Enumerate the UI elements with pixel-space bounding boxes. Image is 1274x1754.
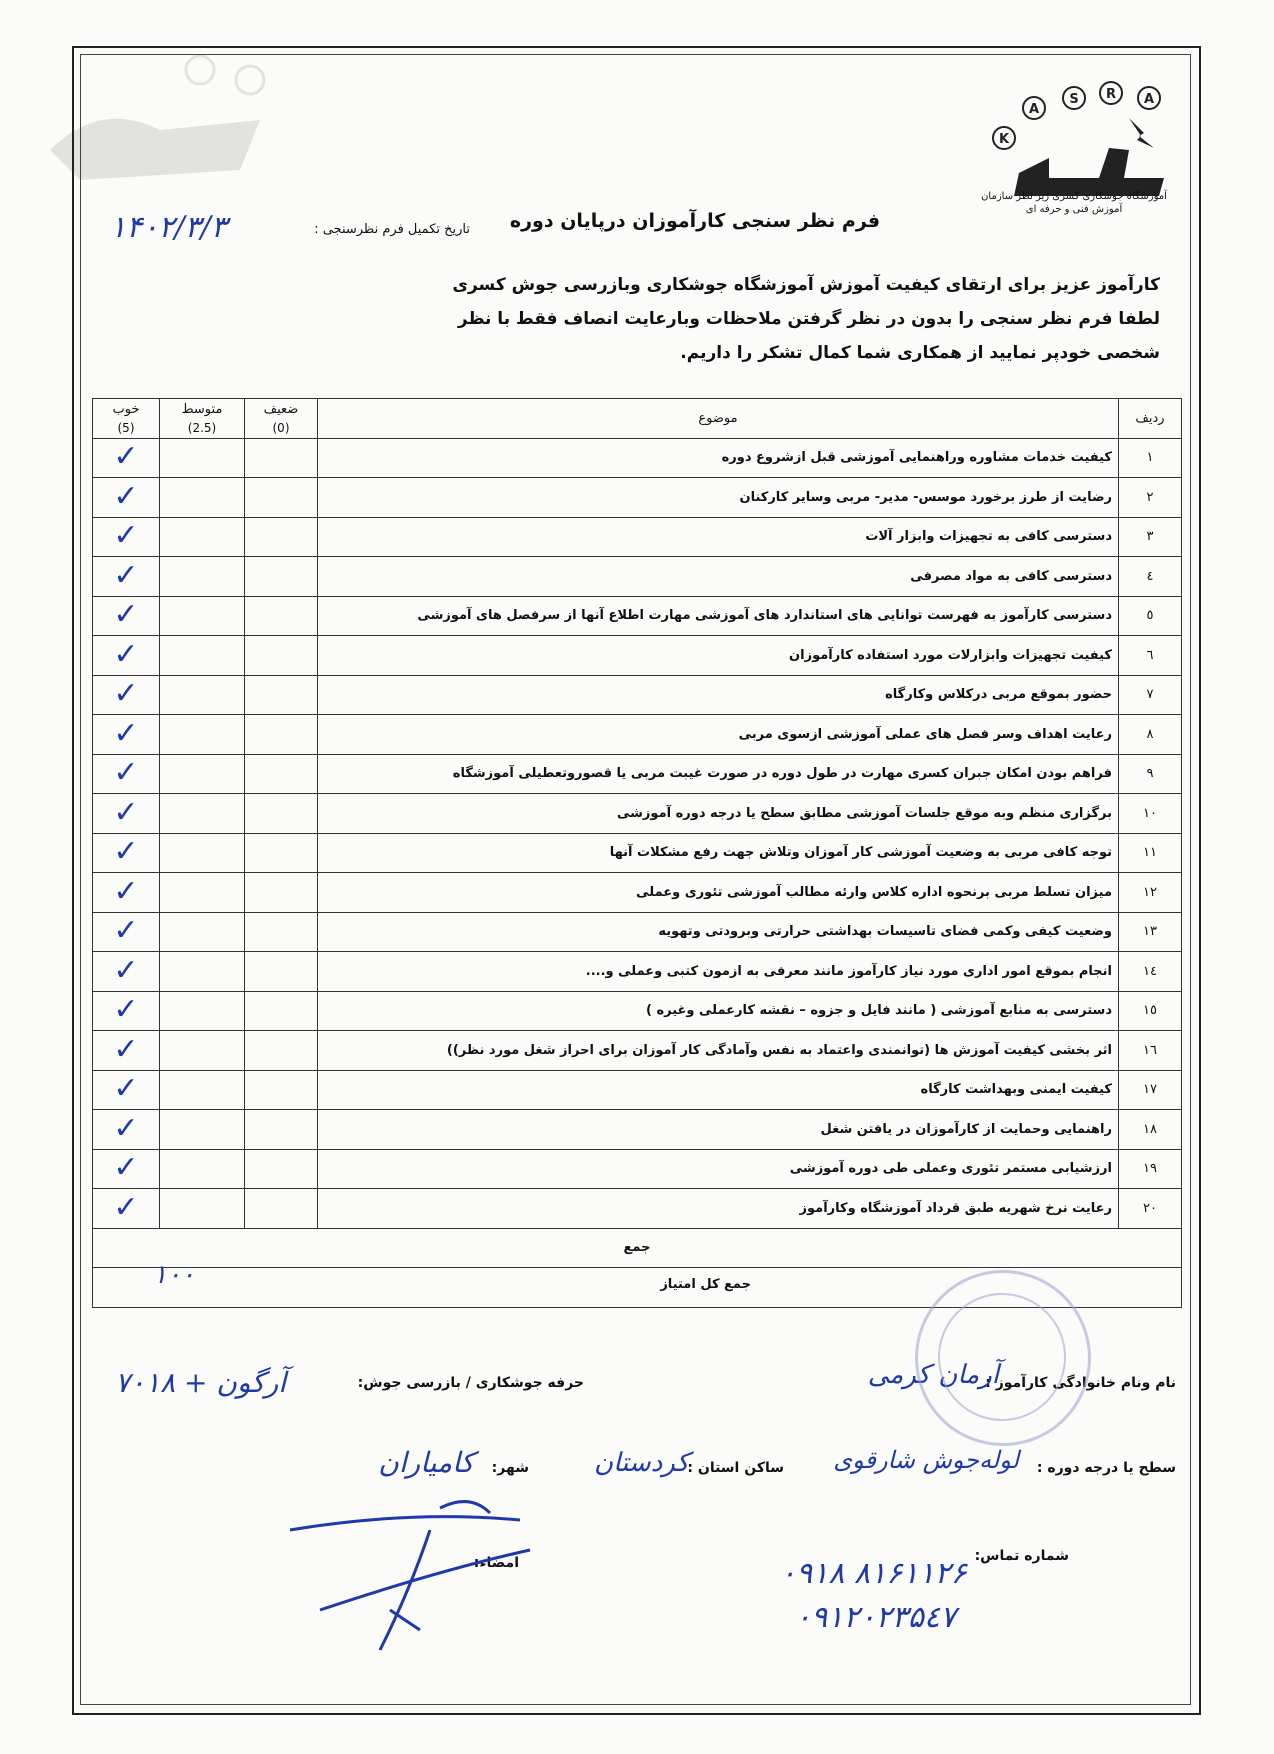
check-mark-icon: ✓ — [113, 557, 139, 593]
header-weak: ضعیف (0) — [245, 399, 318, 439]
mid-cell[interactable] — [160, 636, 245, 676]
row-number: ٥ — [1119, 596, 1182, 636]
date-label: تاریخ تکمیل فرم نظرسنجی : — [314, 222, 470, 237]
table-row — [93, 1189, 1182, 1229]
check-mark-icon: ✓ — [113, 1189, 139, 1225]
phone-value-2: ۰۹۱۲۰۲۳۵٤۷ — [795, 1600, 957, 1635]
weak-cell[interactable] — [245, 833, 318, 873]
header-good: خوب (5) — [93, 399, 160, 439]
form-title: فرم نظر سنجی کارآموزان درپایان دوره — [509, 210, 881, 232]
good-cell[interactable] — [93, 991, 160, 1031]
intro-line: کارآموز عزیز برای ارتقای کیفیت آموزش آموزشگاه جوشکاری وبازرسی جوش کسری — [452, 275, 1160, 295]
check-mark-icon: ✓ — [113, 794, 139, 830]
table-row — [93, 478, 1182, 518]
good-cell[interactable] — [93, 596, 160, 636]
row-subject: رضایت از طرز برخورد موسس- مدیر- مربی وسایر کارکنان — [318, 478, 1119, 518]
row-subject: ارزشیابی مستمر تئوری وعملی طی دوره آموزشی — [318, 1149, 1119, 1189]
badge-r: R — [1105, 87, 1117, 102]
weak-cell[interactable] — [245, 1031, 318, 1071]
good-cell[interactable] — [93, 438, 160, 478]
good-cell[interactable] — [93, 1031, 160, 1071]
row-subject: رعایت نرخ شهریه طبق قرداد آموزشگاه وکارآموز — [318, 1189, 1119, 1229]
row-subject: انجام بموقع امور اداری مورد نیاز کارآموز مانند معرفی به ازمون کتبی وعملی و.... — [318, 952, 1119, 992]
check-mark-icon: ✓ — [113, 518, 139, 554]
header-subject: موضوع — [318, 399, 1119, 439]
weak-cell[interactable] — [245, 912, 318, 952]
signature-label: امضاء: — [473, 1555, 519, 1571]
row-subject: کیفیت خدمات مشاوره وراهنمایی آموزشی قبل ازشروع دوره — [318, 438, 1119, 478]
province-label: ساکن استان : — [687, 1460, 784, 1476]
name-label: نام ونام خانوادگی کارآموز : — [985, 1375, 1176, 1391]
good-cell[interactable] — [93, 1070, 160, 1110]
sum-label: جمع — [93, 1228, 1182, 1268]
date-value: ۱۴۰۲/۳/۳ — [110, 210, 227, 245]
table-row — [93, 557, 1182, 597]
row-number: ۱۲ — [1119, 873, 1182, 913]
row-number: ۱۷ — [1119, 1070, 1182, 1110]
mid-cell[interactable] — [160, 873, 245, 913]
weak-cell[interactable] — [245, 596, 318, 636]
row-subject: راهنمایی وحمایت از کارآموزان در یافتن شغل — [318, 1110, 1119, 1150]
row-number: ۱۸ — [1119, 1110, 1182, 1150]
row-subject: دسترسی کارآموز به فهرست توانایی های استاندارد های آموزشی مهارت اطلاع آنها از سرفصل های آموزشی — [318, 596, 1119, 636]
lightning-icon — [1129, 118, 1154, 148]
check-mark-icon: ✓ — [113, 597, 139, 633]
badge-a2: A — [1143, 92, 1155, 107]
good-cell[interactable] — [93, 794, 160, 834]
good-cell[interactable] — [93, 1110, 160, 1150]
city-label: شهر: — [491, 1460, 529, 1476]
good-cell[interactable] — [93, 715, 160, 755]
badge-s: S — [1069, 92, 1079, 107]
row-number: ۱٦ — [1119, 1031, 1182, 1071]
good-cell[interactable] — [93, 754, 160, 794]
row-subject: میزان تسلط مربی برنحوه اداره کلاس وارئه مطالب آموزشی تئوری وعملی — [318, 873, 1119, 913]
good-cell[interactable] — [93, 833, 160, 873]
check-mark-icon: ✓ — [113, 952, 139, 988]
good-cell[interactable] — [93, 873, 160, 913]
weak-cell[interactable] — [245, 1110, 318, 1150]
mid-cell[interactable] — [160, 557, 245, 597]
good-cell[interactable] — [93, 636, 160, 676]
total-value: ۱۰۰ — [153, 1260, 195, 1290]
mid-cell[interactable] — [160, 794, 245, 834]
weak-cell[interactable] — [245, 1189, 318, 1229]
check-mark-icon: ✓ — [113, 1150, 139, 1186]
row-number: ۱۱ — [1119, 833, 1182, 873]
check-mark-icon: ✓ — [113, 755, 139, 791]
mid-cell[interactable] — [160, 438, 245, 478]
mid-cell[interactable] — [160, 478, 245, 518]
row-number: ۱٥ — [1119, 991, 1182, 1031]
table-row — [93, 438, 1182, 478]
row-number: ۲۰ — [1119, 1189, 1182, 1229]
weak-cell[interactable] — [245, 952, 318, 992]
weak-cell[interactable] — [245, 438, 318, 478]
header-mid: متوسط (2.5) — [160, 399, 245, 439]
phone-label: شماره تماس: — [974, 1548, 1069, 1564]
good-cell[interactable] — [93, 675, 160, 715]
row-number: ۹ — [1119, 754, 1182, 794]
survey-table — [92, 398, 1182, 1308]
mid-cell[interactable] — [160, 991, 245, 1031]
table-row — [93, 833, 1182, 873]
check-mark-icon: ✓ — [113, 1110, 139, 1146]
row-number: ٦ — [1119, 636, 1182, 676]
row-number: ۱۰ — [1119, 794, 1182, 834]
table-row — [93, 912, 1182, 952]
header-row-no: ردیف — [1119, 399, 1182, 439]
check-mark-icon: ✓ — [113, 913, 139, 949]
row-subject: اثر بخشی کیفیت آموزش ها (توانمندی واعتماد به نفس وآمادگی کار آموزان برای احراز شغل مورد نظر)) — [318, 1031, 1119, 1071]
good-cell[interactable] — [93, 557, 160, 597]
mid-cell[interactable] — [160, 1110, 245, 1150]
good-cell[interactable] — [93, 952, 160, 992]
mid-cell[interactable] — [160, 675, 245, 715]
table-row — [93, 596, 1182, 636]
weak-cell[interactable] — [245, 794, 318, 834]
province-value: کردستان — [594, 1448, 689, 1478]
faded-stamp — [915, 1270, 1091, 1446]
mid-cell[interactable] — [160, 596, 245, 636]
phone-value-1: ۰۹۱۸ ۸۱۶۱۱۲۶ — [780, 1556, 967, 1591]
row-subject: رعایت اهداف وسر فصل های عملی آموزشی ازسوی مربی — [318, 715, 1119, 755]
signature — [260, 1490, 560, 1660]
mid-cell[interactable] — [160, 1149, 245, 1189]
logo-caption: آموزشگاه جوشکاری کسری زیر نظر سازمان آموزش فنی و حرفه ای — [981, 191, 1167, 215]
mid-cell[interactable] — [160, 715, 245, 755]
row-number: ۸ — [1119, 715, 1182, 755]
mid-cell[interactable] — [160, 1189, 245, 1229]
row-number: ۷ — [1119, 675, 1182, 715]
check-mark-icon: ✓ — [113, 478, 139, 514]
weak-cell[interactable] — [245, 715, 318, 755]
weak-cell[interactable] — [245, 636, 318, 676]
check-mark-icon: ✓ — [113, 873, 139, 909]
city-value: کامیاران — [378, 1446, 474, 1479]
table-row — [93, 873, 1182, 913]
mid-cell[interactable] — [160, 833, 245, 873]
table-row — [93, 636, 1182, 676]
weak-cell[interactable] — [245, 557, 318, 597]
good-cell[interactable] — [93, 912, 160, 952]
row-subject: وضعیت کیفی وکمی فضای تاسیسات بهداشتی حرارتی وبرودتی وتهویه — [318, 912, 1119, 952]
row-number: ٤ — [1119, 557, 1182, 597]
good-cell[interactable] — [93, 517, 160, 557]
name-value: آرمان کرمی — [867, 1360, 999, 1390]
check-mark-icon: ✓ — [113, 439, 139, 475]
table-row — [93, 1031, 1182, 1071]
table-row — [93, 1110, 1182, 1150]
check-mark-icon: ✓ — [113, 1071, 139, 1107]
mid-cell[interactable] — [160, 517, 245, 557]
row-number: ۱٤ — [1119, 952, 1182, 992]
intro-text — [110, 268, 1160, 370]
row-number: ۲ — [1119, 478, 1182, 518]
table-row — [93, 1149, 1182, 1189]
weak-cell[interactable] — [245, 873, 318, 913]
good-cell[interactable] — [93, 1149, 160, 1189]
check-mark-icon: ✓ — [113, 992, 139, 1028]
row-number: ۱۹ — [1119, 1149, 1182, 1189]
row-subject: دسترسی کافی به تجهیزات وابزار آلات — [318, 517, 1119, 557]
weak-cell[interactable] — [245, 478, 318, 518]
weak-cell[interactable] — [245, 1149, 318, 1189]
mid-cell[interactable] — [160, 912, 245, 952]
check-mark-icon: ✓ — [113, 676, 139, 712]
good-cell[interactable] — [93, 1189, 160, 1229]
check-mark-icon: ✓ — [113, 834, 139, 870]
intro-line: لطفا فرم نظر سنجی را بدون در نظر گرفتن ملاحظات وبارعایت انصاف فقط با نظر — [457, 309, 1160, 329]
row-subject: کیفیت ایمنی وبهداشت کارگاه — [318, 1070, 1119, 1110]
check-mark-icon: ✓ — [113, 1031, 139, 1067]
table-row — [93, 991, 1182, 1031]
mid-cell[interactable] — [160, 952, 245, 992]
trade-value: آرگون + ۷۰۱۸ — [115, 1366, 287, 1399]
level-label: سطح یا درجه دوره : — [1036, 1460, 1176, 1476]
row-subject: دسترسی کافی به مواد مصرفی — [318, 557, 1119, 597]
mid-cell[interactable] — [160, 754, 245, 794]
row-subject: توجه کافی مربی به وضعیت آموزشی کار آموزان وتلاش جهت رفع مشکلات آنها — [318, 833, 1119, 873]
badge-k: K — [998, 132, 1010, 147]
table-row — [93, 952, 1182, 992]
good-cell[interactable] — [93, 478, 160, 518]
weak-cell[interactable] — [245, 991, 318, 1031]
trade-label: حرفه جوشکاری / بازرسی جوش: — [357, 1375, 584, 1391]
weak-cell[interactable] — [245, 517, 318, 557]
sum-row — [93, 1228, 1182, 1268]
row-subject: فراهم بودن امکان جبران کسری مهارت در طول دوره در صورت غیبت مربی یا قصوروتعطیلی آموزشگاه — [318, 754, 1119, 794]
table-row — [93, 675, 1182, 715]
weak-cell[interactable] — [245, 1070, 318, 1110]
table-row — [93, 754, 1182, 794]
weak-cell[interactable] — [245, 675, 318, 715]
mid-cell[interactable] — [160, 1031, 245, 1071]
row-subject: کیفیت تجهیزات وابزارلات مورد استفاده کارآموزان — [318, 636, 1119, 676]
badge-a1: A — [1028, 102, 1040, 117]
check-mark-icon: ✓ — [113, 715, 139, 751]
intro-line: شخصی خودپر نمایید از همکاری شما کمال تشکر را داریم. — [680, 343, 1160, 363]
row-subject: دسترسی به منابع آموزشی ( مانند فایل و جزوه – نقشه کارعملی وغیره ) — [318, 991, 1119, 1031]
level-value: لوله‌جوش شارقوی — [833, 1446, 1019, 1474]
table-row — [93, 1070, 1182, 1110]
table-row — [93, 794, 1182, 834]
row-subject: حضور بموقع مربی درکلاس وکارگاه — [318, 675, 1119, 715]
table-header — [93, 399, 1182, 439]
row-subject: برگزاری منظم وبه موقع جلسات آموزشی مطابق سطح یا درجه دوره آموزشی — [318, 794, 1119, 834]
mid-cell[interactable] — [160, 1070, 245, 1110]
table-row — [93, 517, 1182, 557]
signature-mark — [430, 1488, 500, 1528]
row-number: ۱۳ — [1119, 912, 1182, 952]
row-number: ۳ — [1119, 517, 1182, 557]
row-number: ۱ — [1119, 438, 1182, 478]
weak-cell[interactable] — [245, 754, 318, 794]
check-mark-icon: ✓ — [113, 636, 139, 672]
table-row — [93, 715, 1182, 755]
total-label: جمع کل امتیاز — [660, 1277, 751, 1292]
